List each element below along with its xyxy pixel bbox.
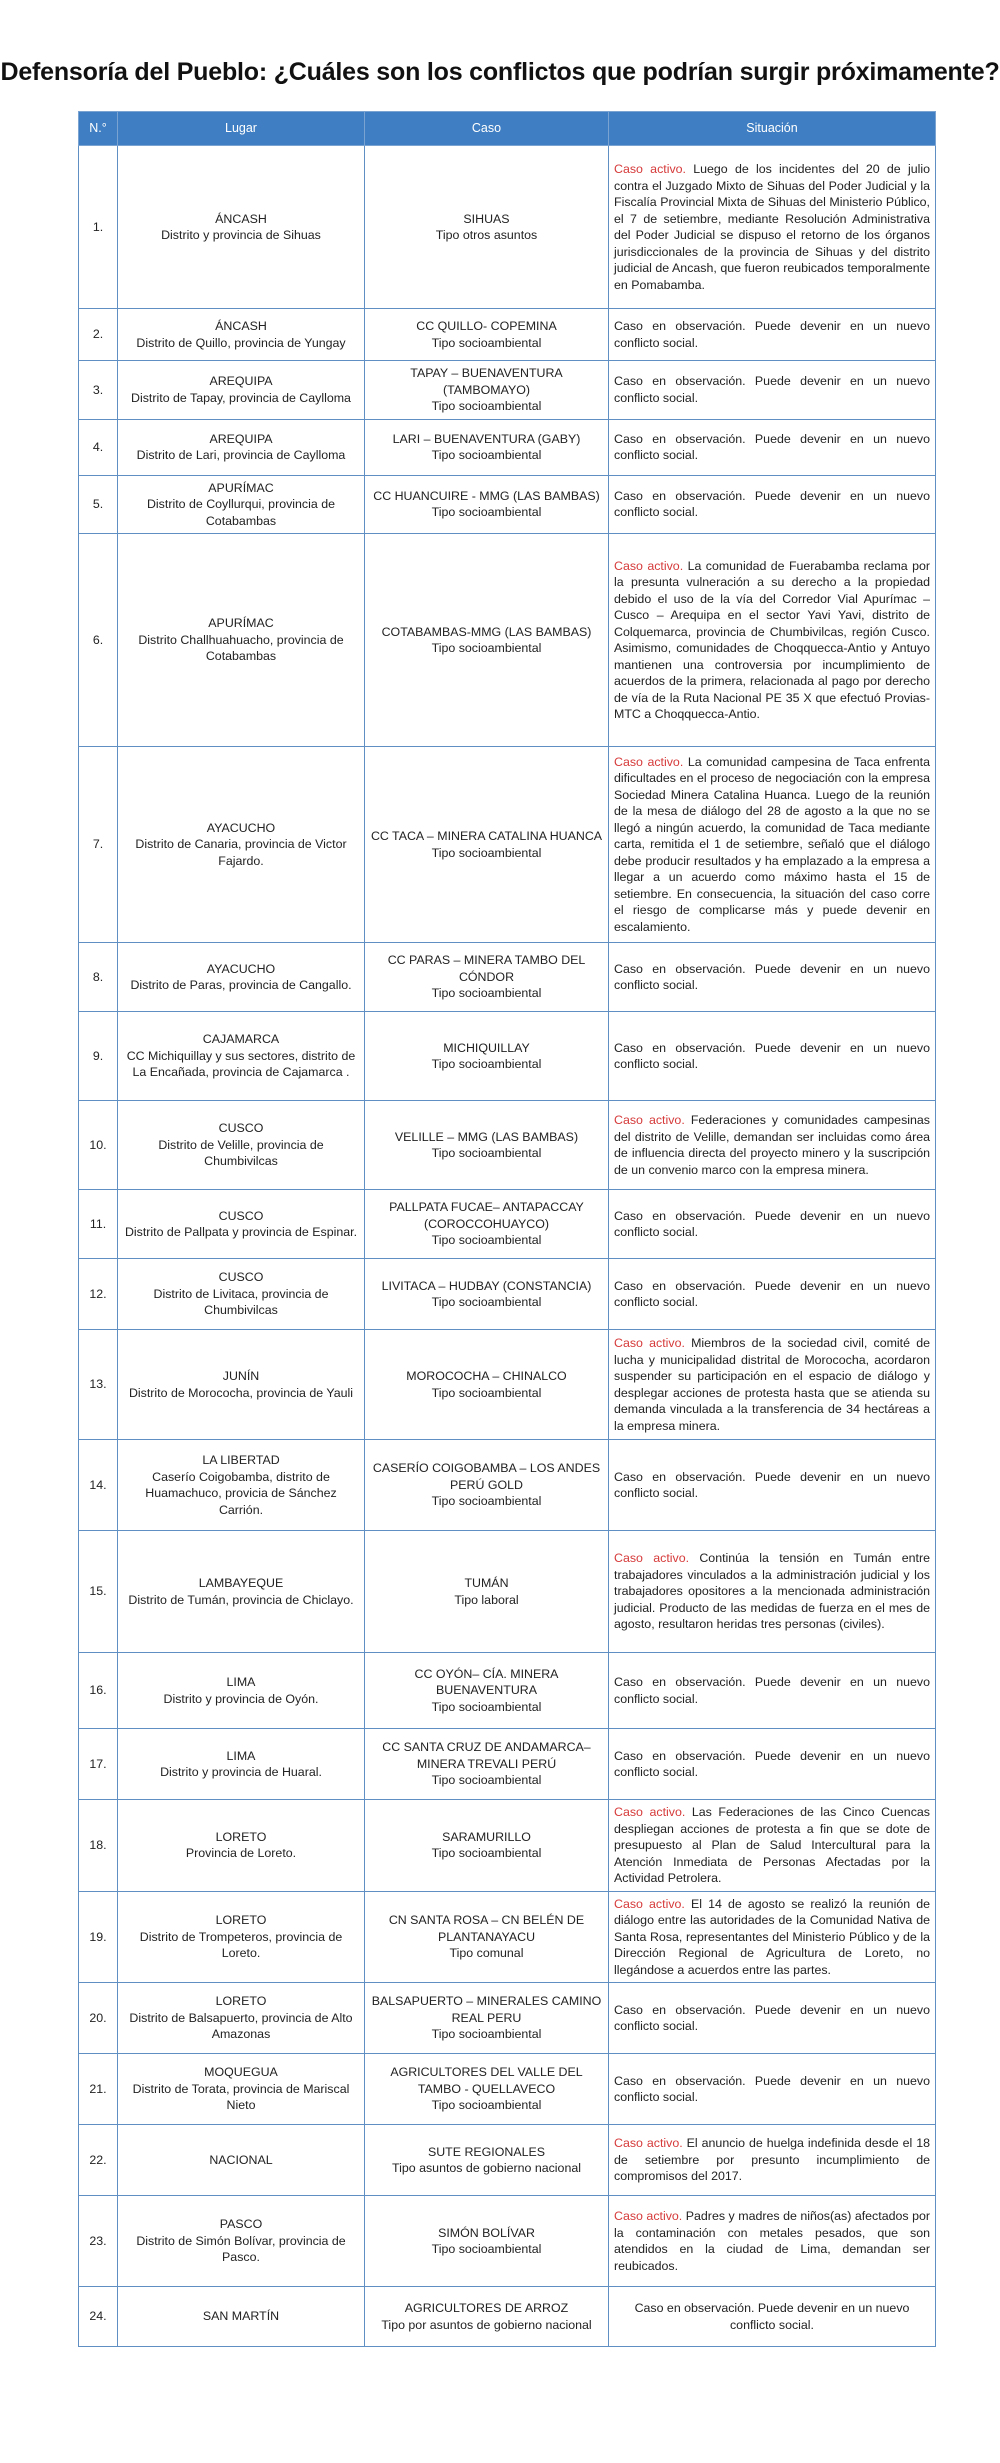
row-number: 21. [79, 2054, 118, 2125]
district-name: Distrito de Simón Bolívar, provincia de Pasco. [136, 2233, 346, 2265]
table-row [79, 1729, 936, 1800]
district-name: Distrito de Torata, provincia de Mariscal Nieto [132, 2081, 350, 2113]
situation-text: Caso en observación. Puede devenir en un nuevo conflicto social. [614, 1748, 930, 1779]
caso-cell [365, 361, 609, 420]
situation-text: Luego de los incidentes del 20 de julio contra el Juzgado Mixto de Sihuas del Poder Judicial y la Fiscalía Provincial Mixta de Sihuas del Ministerio Público, el 7 de setiembre, mediante Resolución Administrativa del Poder Judicial se dispuso el retorno de los órganos jurisdiccionales de la provincia de Sihuas y del distrito judicial de Ancash, que fueron reubicados temporalmente en Pomabamba. [614, 162, 930, 292]
region-name: CUSCO [218, 1270, 264, 1285]
table-row [79, 1653, 936, 1729]
case-type: Tipo por asuntos de gobierno nacional [381, 2317, 592, 2332]
table-row [79, 419, 936, 475]
status-label: Caso activo. [614, 558, 684, 573]
situacion-cell [609, 1800, 936, 1892]
situation-text: Caso en observación. Puede devenir en un nuevo conflicto social. [614, 1469, 930, 1500]
lugar-cell [118, 1101, 365, 1190]
table-row [79, 1891, 936, 1983]
case-type: Tipo socioambiental [431, 505, 542, 520]
situacion-cell [609, 1101, 936, 1190]
row-number: 13. [79, 1330, 118, 1440]
situation-text: Caso en observación. Puede devenir en un nuevo conflicto social. [614, 1278, 930, 1309]
case-name: SUTE REGIONALES [427, 2144, 546, 2159]
situation-text: Federaciones y comunidades campesinas del distrito de Velille, demandan ser incluidas como área de influencia directa del proyecto minero y la suscripción de un convenio marco con la empresa minera. [614, 1113, 930, 1177]
district-name: Distrito de Coyllurqui, provincia de Cotabambas [146, 497, 335, 528]
caso-cell [365, 534, 609, 747]
table-row [79, 1012, 936, 1101]
caso-cell [365, 1729, 609, 1800]
case-name: CC HUANCUIRE - MMG (LAS BAMBAS) [373, 488, 600, 503]
region-name: LORETO [215, 1994, 267, 2009]
case-type: Tipo socioambiental [431, 1494, 542, 1509]
situacion-cell [609, 2054, 936, 2125]
situation-text: Caso en observación. Puede devenir en un nuevo conflicto social. [614, 2073, 930, 2104]
caso-cell [365, 747, 609, 943]
row-number: 1. [79, 146, 118, 309]
status-label: Caso activo. [614, 1805, 686, 1819]
status-label: Caso activo. [614, 1551, 690, 1566]
situation-text: La comunidad campesina de Taca enfrenta dificultades en el proceso de negociación con la empresa Sociedad Minera Catalina Huanca. Luego de la reunión de la mesa de diálogo del 28 de agosto a la que no se llegó a ningún acuerdo, la comunidad de Taca mediante carta, remitida el 1 de setiembre, señaló que el diálogo debe producir resultados y ha emplazado a la empresa a llegar a un acuerdo como máximo hasta el 15 de setiembre. En consecuencia, la situación del caso corre el riesgo de complicarse más y puede devenir en escalamiento. [614, 754, 931, 934]
region-name: AREQUIPA [209, 431, 273, 446]
district-name: Distrito de Quillo, provincia de Yungay [136, 335, 346, 350]
situacion-cell [609, 361, 936, 420]
case-name: MICHIQUILLAY [443, 1040, 530, 1055]
row-number: 10. [79, 1101, 118, 1190]
situacion-cell [609, 1440, 936, 1531]
situacion-cell [609, 943, 936, 1012]
region-name: ÁNCASH [215, 211, 267, 226]
table-body [79, 146, 936, 2347]
row-number: 20. [79, 1983, 118, 2054]
situacion-cell [609, 534, 936, 747]
page-title: Defensoría del Pueblo: ¿Cuáles son los conflictos que podrían surgir próximamente? [0, 58, 1000, 86]
case-type: Tipo socioambiental [431, 2098, 542, 2113]
case-name: CC TACA – MINERA CATALINA HUANCA [370, 829, 603, 843]
lugar-cell [118, 1729, 365, 1800]
caso-cell [365, 1653, 609, 1729]
table-row [79, 2287, 936, 2347]
case-name: PALLPATA FUCAE– ANTAPACCAY (COROCCOHUAYCO) [389, 1200, 584, 1231]
situacion-cell [609, 747, 936, 943]
caso-cell [365, 1330, 609, 1440]
case-name: BALSAPUERTO – MINERALES CAMINO REAL PERU [371, 1994, 602, 2025]
row-number: 7. [79, 747, 118, 943]
lugar-cell [118, 361, 365, 420]
row-number: 9. [79, 1012, 118, 1101]
lugar-cell [118, 1440, 365, 1531]
conflicts-table [78, 111, 936, 2347]
case-name: CASERÍO COIGOBAMBA – LOS ANDES PERÚ GOLD [372, 1461, 601, 1492]
case-name: LIVITACA – HUDBAY (CONSTANCIA) [381, 1278, 592, 1293]
case-name: TAPAY – BUENAVENTURA (TAMBOMAYO) [410, 366, 563, 397]
region-name: AYACUCHO [206, 820, 276, 835]
situation-text: Caso en observación. Puede devenir en un nuevo conflicto social. [634, 2301, 910, 2332]
header-lugar: Lugar [118, 112, 365, 146]
district-name: Distrito de Canaria, provincia de Victor Fajardo. [135, 837, 347, 868]
lugar-cell [118, 1800, 365, 1892]
table-row [79, 1440, 936, 1531]
region-name: APURÍMAC [208, 480, 274, 495]
district-name: Distrito de Paras, provincia de Cangallo. [130, 978, 352, 992]
table-row [79, 534, 936, 747]
case-name: SARAMURILLO [442, 1829, 531, 1844]
lugar-cell [118, 534, 365, 747]
case-name: CC SANTA CRUZ DE ANDAMARCA– MINERA TREVALI PERÚ [382, 1740, 591, 1771]
situacion-cell [609, 419, 936, 475]
region-name: NACIONAL [209, 2152, 273, 2167]
row-number: 2. [79, 309, 118, 361]
district-name: Distrito de Pallpata y provincia de Espinar. [124, 1225, 358, 1239]
district-name: Distrito de Livitaca, provincia de Chumbivilcas [153, 1286, 329, 1318]
case-type: Tipo asuntos de gobierno nacional [392, 2161, 581, 2175]
situation-text: Padres y madres de niños(as) afectados por la contaminación con metales pesados, que son atendidos en la ciudad de Lima, demandan ser reubicados. [614, 2209, 930, 2273]
table-row [79, 1190, 936, 1259]
lugar-cell [118, 2125, 365, 2196]
caso-cell [365, 2054, 609, 2125]
situation-text: Miembros de la sociedad civil, comité de lucha y municipalidad distrital de Morococha, acordaron suspender su participación en el espacio de diálogo y desplegar acciones de protesta hasta que se atienda su demanda vinculada a la transferencia de 34 hectáreas a la empresa minera. [614, 1336, 930, 1433]
case-type: Tipo otros asuntos [435, 228, 538, 242]
caso-cell [365, 1800, 609, 1892]
region-name: LORETO [215, 1829, 267, 1844]
case-type: Tipo socioambiental [431, 641, 542, 655]
table-row [79, 1983, 936, 2054]
lugar-cell [118, 1891, 365, 1983]
situacion-cell [609, 2125, 936, 2196]
row-number: 4. [79, 419, 118, 475]
situation-text: Las Federaciones de las Cinco Cuencas despliegan acciones de protesta a fin que se dote de presupuesto al Plan de Salud Intercultural para la Atención Inmediata de Personas Afectadas por la Actividad Petrolera. [614, 1805, 930, 1885]
district-name: Distrito de Morococha, provincia de Yauli [128, 1385, 354, 1400]
situation-text: El anuncio de huelga indefinida desde el 18 de setiembre por presunto incumplimiento de compromisos del 2017. [614, 2136, 930, 2184]
district-name: Distrito de Tumán, provincia de Chiclayo. [128, 1592, 354, 1607]
lugar-cell [118, 1330, 365, 1440]
district-name: Distrito y provincia de Huaral. [160, 1765, 322, 1779]
row-number: 16. [79, 1653, 118, 1729]
table-row [79, 309, 936, 361]
case-name: CC QUILLO- COPEMINA [416, 319, 557, 333]
situation-text: Caso en observación. Puede devenir en un nuevo conflicto social. [614, 1208, 930, 1239]
case-type: Tipo socioambiental [431, 986, 542, 1001]
situacion-cell [609, 1190, 936, 1259]
situacion-cell [609, 1330, 936, 1440]
lugar-cell [118, 1259, 365, 1330]
status-label: Caso activo. [614, 1336, 685, 1350]
region-name: LA LIBERTAD [202, 1453, 280, 1467]
case-name: SIMÓN BOLÍVAR [438, 2225, 535, 2240]
situation-text: Caso en observación. Puede devenir en un nuevo conflicto social. [614, 319, 930, 350]
region-name: ÁNCASH [215, 319, 267, 333]
caso-cell [365, 146, 609, 309]
region-name: CUSCO [218, 1208, 264, 1223]
region-name: JUNÍN [222, 1369, 260, 1383]
case-name: AGRICULTORES DEL VALLE DEL TAMBO - QUELLAVECO [390, 2065, 583, 2096]
case-type: Tipo socioambiental [431, 1773, 542, 1788]
district-name: Distrito y provincia de Oyón. [163, 1691, 319, 1706]
caso-cell [365, 1983, 609, 2054]
caso-cell [365, 1891, 609, 1983]
caso-cell [365, 1259, 609, 1330]
lugar-cell [118, 1653, 365, 1729]
district-name: Distrito Challhuahuacho, provincia de Cotabambas [138, 632, 344, 664]
case-name: COTABAMBAS-MMG (LAS BAMBAS) [381, 624, 592, 639]
table-row [79, 2054, 936, 2125]
situacion-cell [609, 1729, 936, 1800]
situation-text: El 14 de agosto se realizó la reunión de diálogo entre las autoridades de la Comunidad Nativa de Santa Rosa, representantes del Ministerio Público y de la Dirección Regional de Agricultura de Loreto, no llegándose a acuerdos entre las partes. [614, 1896, 931, 1977]
table-row [79, 1330, 936, 1440]
case-type: Tipo socioambiental [431, 1699, 542, 1714]
row-number: 6. [79, 534, 118, 747]
situacion-cell [609, 1983, 936, 2054]
situacion-cell [609, 146, 936, 309]
situacion-cell [609, 1653, 936, 1729]
status-label: Caso activo. [614, 162, 686, 176]
status-label: Caso activo. [614, 1896, 685, 1911]
status-label: Caso activo. [614, 2209, 683, 2223]
case-type: Tipo socioambiental [431, 1233, 542, 1248]
case-name: TUMÁN [464, 1576, 509, 1590]
case-type: Tipo socioambiental [431, 845, 542, 860]
situacion-cell [609, 1531, 936, 1653]
status-label: Caso activo. [614, 1113, 685, 1127]
row-number: 5. [79, 475, 118, 534]
case-type: Tipo laboral [454, 1592, 519, 1607]
region-name: PASCO [219, 2217, 263, 2232]
lugar-cell [118, 747, 365, 943]
table-header-row [79, 112, 936, 146]
district-name: Distrito de Velille, provincia de Chumbivilcas [158, 1137, 324, 1169]
region-name: LAMBAYEQUE [198, 1576, 284, 1590]
region-name: AYACUCHO [206, 961, 276, 976]
region-name: LIMA [226, 1748, 256, 1763]
table-row [79, 2196, 936, 2287]
caso-cell [365, 309, 609, 361]
status-label: Caso activo. [614, 754, 684, 769]
case-type: Tipo socioambiental [431, 335, 542, 350]
situacion-cell [609, 309, 936, 361]
case-type: Tipo socioambiental [431, 2027, 542, 2042]
case-name: AGRICULTORES DE ARROZ [404, 2301, 569, 2315]
case-name: CN SANTA ROSA – CN BELÉN DE PLANTANAYACU [388, 1913, 585, 1944]
lugar-cell [118, 419, 365, 475]
case-name: MOROCOCHA – CHINALCO [406, 1369, 567, 1383]
lugar-cell [118, 475, 365, 534]
lugar-cell [118, 1012, 365, 1101]
row-number: 18. [79, 1800, 118, 1892]
row-number: 3. [79, 361, 118, 420]
situation-text: Caso en observación. Puede devenir en un nuevo conflicto social. [614, 1040, 930, 1071]
table-row [79, 146, 936, 309]
table-row [79, 2125, 936, 2196]
caso-cell [365, 1101, 609, 1190]
situacion-cell [609, 1891, 936, 1983]
situacion-cell [609, 475, 936, 534]
lugar-cell [118, 146, 365, 309]
situation-text: Caso en observación. Puede devenir en un nuevo conflicto social. [614, 1675, 930, 1706]
caso-cell [365, 943, 609, 1012]
situation-text: La comunidad de Fuerabamba reclama por la presunta vulneración a su derecho a la propiedad debido el uso de la vía del Corredor Vial Apurímac – Cusco – Arequipa en el sector Yavi Yavi, distrito de Colquemarca, provincia de Chumbivilcas, región Cusco. Asimismo, comunidades de Choqquecca-Antio y Antuyo mantienen una controversia por incumplimiento de acuerdos de la primera, relacionada al pago por derecho de vía de la Ruta Nacional PE 35 X que efectuó Provias-MTC a Choqquecca-Antio. [614, 558, 930, 721]
region-name: LIMA [226, 1675, 256, 1689]
caso-cell [365, 1012, 609, 1101]
row-number: 22. [79, 2125, 118, 2196]
case-type: Tipo comunal [449, 1946, 524, 1960]
status-label: Caso activo. [614, 2136, 683, 2151]
lugar-cell [118, 943, 365, 1012]
region-name: CAJAMARCA [202, 1032, 280, 1047]
situation-text: Continúa la tensión en Tumán entre trabajadores vinculados a la administración judicial y los trabajadores opositores a la mencionada administración judicial. Producto de las medidas de fuerza en el mes de agosto, resultaron heridas tres personas (civiles). [614, 1551, 930, 1632]
situation-text: Caso en observación. Puede devenir en un nuevo conflicto social. [614, 2002, 930, 2033]
table-row [79, 1101, 936, 1190]
caso-cell [365, 2287, 609, 2347]
row-number: 8. [79, 943, 118, 1012]
case-type: Tipo socioambiental [431, 1146, 542, 1160]
situacion-cell [609, 2287, 936, 2347]
case-name: LARI – BUENAVENTURA (GABY) [392, 431, 581, 446]
district-name: Distrito de Trompeteros, provincia de Loreto. [139, 1929, 343, 1960]
row-number: 14. [79, 1440, 118, 1531]
caso-cell [365, 1531, 609, 1653]
situation-text: Caso en observación. Puede devenir en un nuevo conflicto social. [614, 961, 930, 992]
lugar-cell [118, 309, 365, 361]
district-name: CC Michiquillay y sus sectores, distrito de La Encañada, provincia de Cajamarca . [126, 1048, 356, 1080]
caso-cell [365, 1440, 609, 1531]
region-name: SAN MARTÍN [202, 2309, 280, 2324]
case-type: Tipo socioambiental [431, 1295, 542, 1309]
district-name: Distrito de Tapay, provincia de Caylloma [131, 390, 351, 405]
header-num: N.° [79, 112, 118, 146]
case-name: VELILLE – MMG (LAS BAMBAS) [394, 1129, 579, 1144]
case-type: Tipo socioambiental [431, 1385, 542, 1400]
lugar-cell [118, 2196, 365, 2287]
row-number: 19. [79, 1891, 118, 1983]
table-row [79, 361, 936, 420]
lugar-cell [118, 1531, 365, 1653]
row-number: 12. [79, 1259, 118, 1330]
caso-cell [365, 1190, 609, 1259]
table-row [79, 475, 936, 534]
caso-cell [365, 2125, 609, 2196]
caso-cell [365, 475, 609, 534]
lugar-cell [118, 1983, 365, 2054]
table-row [79, 1259, 936, 1330]
table-row [79, 1800, 936, 1892]
row-number: 15. [79, 1531, 118, 1653]
table-row [79, 1531, 936, 1653]
case-name: CC OYÓN– CÍA. MINERA BUENAVENTURA [414, 1666, 559, 1698]
situacion-cell [609, 1012, 936, 1101]
district-name: Distrito de Balsapuerto, provincia de Alto Amazonas [129, 2010, 353, 2042]
region-name: AREQUIPA [209, 374, 273, 389]
caso-cell [365, 2196, 609, 2287]
case-type: Tipo socioambiental [431, 448, 542, 462]
case-type: Tipo socioambiental [431, 1057, 542, 1071]
region-name: MOQUEGUA [204, 2065, 278, 2080]
case-name: SIHUAS [463, 211, 510, 226]
region-name: CUSCO [218, 1121, 264, 1136]
case-name: CC PARAS – MINERA TAMBO DEL CÓNDOR [387, 953, 586, 984]
caso-cell [365, 419, 609, 475]
lugar-cell [118, 2054, 365, 2125]
situacion-cell [609, 1259, 936, 1330]
row-number: 23. [79, 2196, 118, 2287]
lugar-cell [118, 2287, 365, 2347]
case-type: Tipo socioambiental [431, 2242, 542, 2256]
row-number: 17. [79, 1729, 118, 1800]
header-caso: Caso [365, 112, 609, 146]
row-number: 11. [79, 1190, 118, 1259]
region-name: LORETO [215, 1913, 267, 1927]
row-number: 24. [79, 2287, 118, 2347]
district-name: Distrito y provincia de Sihuas [161, 228, 321, 242]
district-name: Caserío Coigobamba, distrito de Huamachuco, provicia de Sánchez Carrión. [145, 1469, 337, 1517]
lugar-cell [118, 1190, 365, 1259]
case-type: Tipo socioambiental [431, 1846, 542, 1861]
situacion-cell [609, 2196, 936, 2287]
situation-text: Caso en observación. Puede devenir en un nuevo conflicto social. [614, 374, 930, 405]
district-name: Provincia de Loreto. [185, 1846, 297, 1861]
header-situacion: Situación [609, 112, 936, 146]
region-name: APURÍMAC [208, 616, 274, 631]
table-row [79, 747, 936, 943]
table-row [79, 943, 936, 1012]
situation-text: Caso en observación. Puede devenir en un nuevo conflicto social. [614, 431, 930, 462]
case-type: Tipo socioambiental [431, 399, 542, 413]
district-name: Distrito de Lari, provincia de Caylloma [136, 448, 346, 462]
situation-text: Caso en observación. Puede devenir en un nuevo conflicto social. [614, 488, 930, 520]
